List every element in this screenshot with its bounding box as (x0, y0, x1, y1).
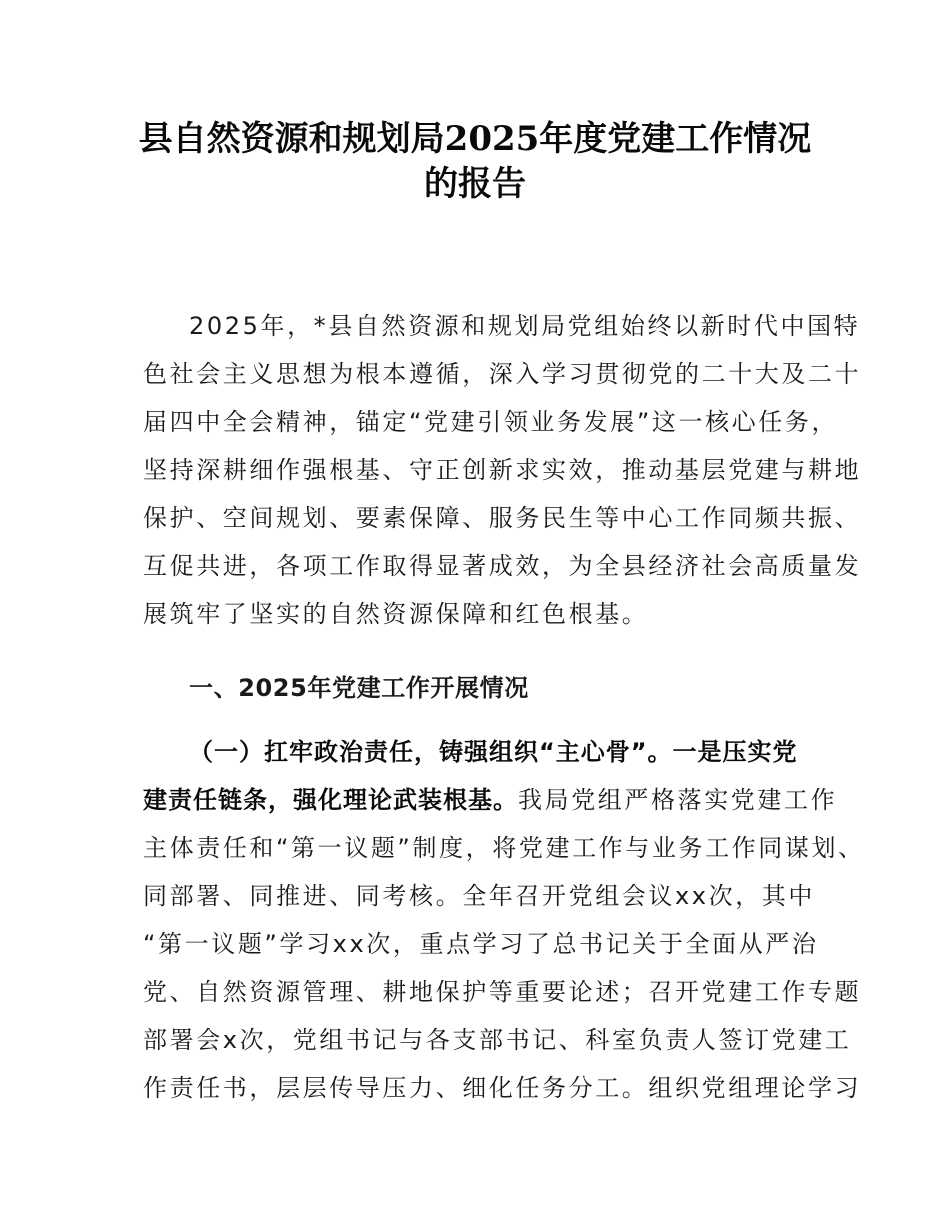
subsection-line-1: （一）扛牢政治责任，铸强组织“主心骨”。一是压实党 (189, 738, 798, 766)
subsection-body-line-2: 同部署、同推进、同考核。全年召开党组会议xx次，其中 (143, 882, 816, 910)
subsection-body-line-3: “第一议题”学习xx次，重点学习了总书记关于全面从严治 (143, 930, 819, 958)
subsection-body-line-6: 作责任书，层层传导压力、细化任务分工。组织党组理论学习 (143, 1074, 862, 1102)
subsection-line-2 (143, 785, 838, 815)
intro-line-1: 2025年，*县自然资源和规划局党组始终以新时代中国特 (189, 312, 861, 340)
intro-line-7: 展筑牢了坚实的自然资源保障和红色根基。 (143, 600, 649, 628)
document-title-line-2: 的报告 (424, 164, 526, 204)
intro-line-3: 届四中全会精神，锚定“党建引领业务发展”这一核心任务， (143, 408, 839, 436)
intro-line-4: 坚持深耕细作强根基、守正创新求实效，推动基层党建与耕地 (143, 456, 862, 484)
subsection-body-line-5: 部署会x次，党组书记与各支部书记、科室负责人签订党建工 (143, 1026, 852, 1054)
intro-line-5: 保护、空间规划、要素保障、服务民生等中心工作同频共振、 (143, 504, 862, 532)
subsection-body-line-4: 党、自然资源管理、耕地保护等重要论述；召开党建工作专题 (143, 978, 862, 1006)
document-title-line-1: 县自然资源和规划局2025年度党建工作情况 (138, 119, 812, 159)
subsection-body-line-1: 主体责任和“第一议题”制度，将党建工作与业务工作同谋划、 (143, 834, 865, 862)
intro-line-6: 互促共进，各项工作取得显著成效，为全县经济社会高质量发 (143, 552, 862, 580)
subsection-line-2-text: 我局党组严格落实党建工作 (518, 786, 838, 814)
subsection-lead-bold: 建责任链条，强化理论武装根基。 (143, 786, 518, 814)
intro-line-2: 色社会主义思想为根本遵循，深入学习贯彻党的二十大及二十 (143, 360, 862, 388)
section-heading: 一、2025年党建工作开展情况 (189, 674, 529, 702)
